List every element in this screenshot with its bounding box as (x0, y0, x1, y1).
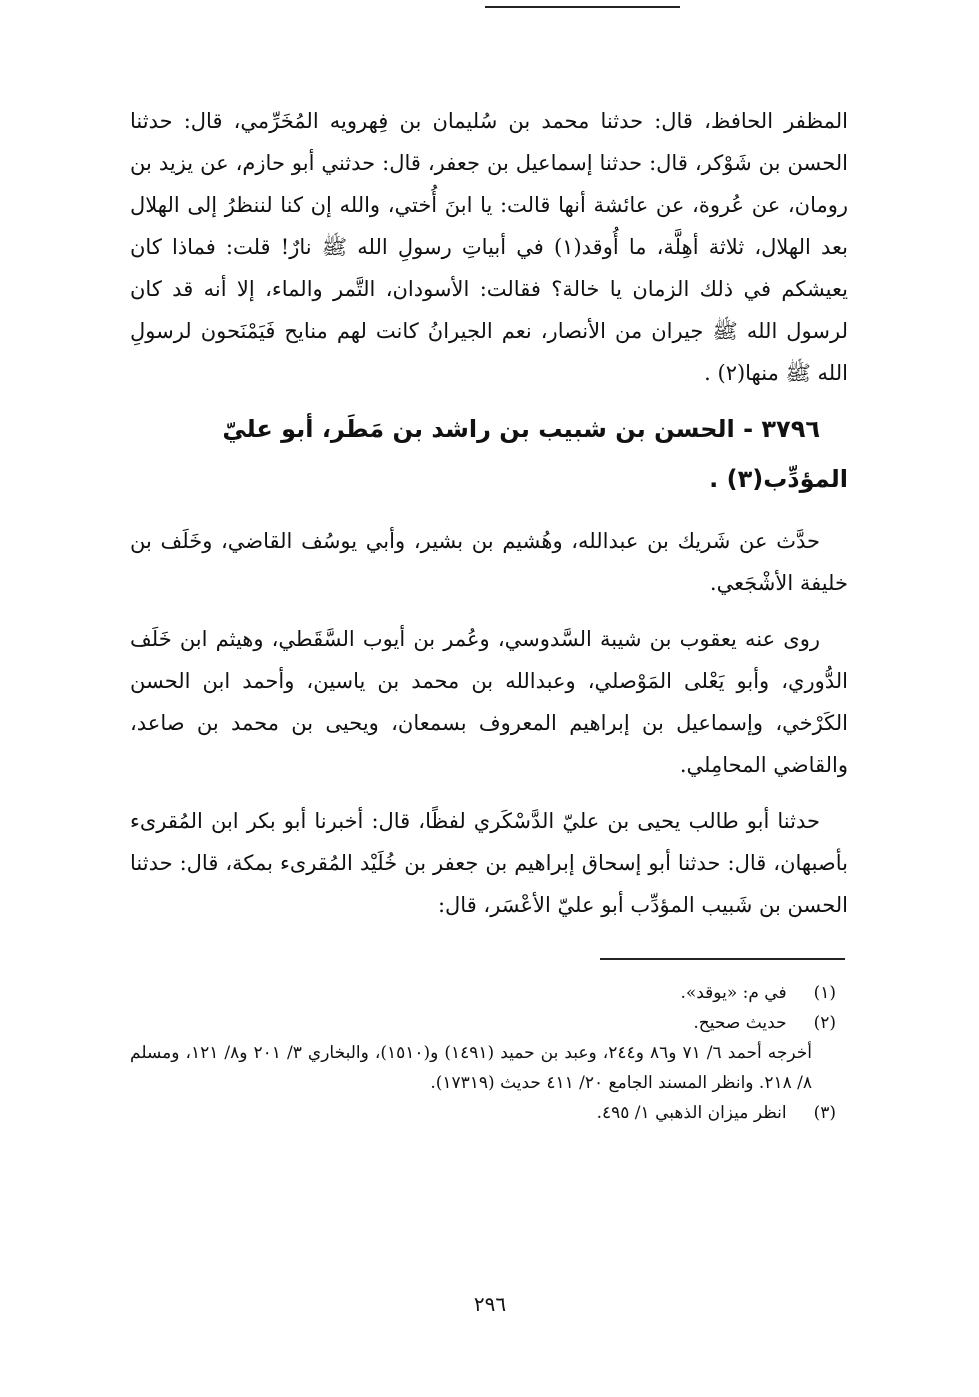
footnote-3 (130, 1098, 842, 1128)
footnote-text: انظر ميزان الذهبي ١/ ٤٩٥. (596, 1103, 787, 1123)
footnote-number: (٢) (813, 1013, 836, 1033)
footnote-number: (١) (813, 983, 836, 1003)
footnote-text: في م: «يوقد». (680, 983, 787, 1003)
main-text (130, 100, 848, 926)
footnote-1 (130, 978, 842, 1008)
footnote-2 (130, 1008, 842, 1038)
footnote-divider (600, 958, 845, 960)
page-number: ٢٩٦ (473, 1292, 507, 1316)
paragraph-students: روى عنه يعقوب بن شيبة السَّدوسي، وعُمر بن أيوب السَّقَطي، وهيثم ابن خَلَف الدُّوري، وأبو يَعْلى المَوْصلي، وعبدالله بن محمد بن ياسين، وأحمد ابن الحسن الكَرْخي، وإسماعيل بن إبراهيم المعروف بسمعان، ويحيى بن محمد بن صاعد، والقاضي المحامِلي. (130, 627, 848, 777)
paragraph-isnad: حدثنا أبو طالب يحيى بن عليّ الدَّسْكَري لفظًا، قال: أخبرنا أبو بكر ابن المُقرىء بأصبهان، قال: حدثنا أبو إسحاق إبراهيم بن جعفر بن خُلَيْد المُقرىء بمكة، قال: حدثنا الحسن بن شَبيب المؤدِّب أبو عليّ الأعْسَر، قال: (130, 809, 848, 917)
footnote-number: (٣) (813, 1103, 836, 1123)
paragraph-hadith: المظفر الحافظ، قال: حدثنا محمد بن سُليمان بن فِهرويه المُخَرِّمي، قال: حدثنا الحسن بن شَوْكر، قال: حدثنا إسماعيل بن جعفر، قال: حدثني أبو حازم، عن يزيد بن رومان، عن عُروة، عن عائشة أنها قالت: يا ابنَ أُختي، والله إن كنا لننظرُ إلى الهلال بعد الهلال، ثلاثة أهِلَّة، ما أُوقد(١) في أبياتِ رسولِ الله ﷺ نارٌ! قلت: فماذا كان يعيشكم في ذلك الزمان يا خالة؟ فقالت: الأسودان، التَّمر والماء، إلا أنه قد كان لرسول الله ﷺ جيران من الأنصار، نعم الجيرانُ كانت لهم منايح فَيَمْنَحون لرسولِ الله ﷺ منها(٢) . (130, 109, 848, 385)
paragraph-teachers: حدَّث عن شَريك بن عبدالله، وهُشيم بن بشير، وأبي يوسُف القاضي، وخَلَف بن خليفة الأشْجَعي. (130, 529, 848, 595)
entry-heading: ٣٧٩٦ - الحسن بن شبيب بن راشد بن مَطَر، أبو عليّ المؤدِّب(٣) . (222, 415, 848, 493)
top-rule (485, 6, 680, 8)
footnotes (130, 978, 842, 1128)
footnote-2-continuation: أخرجه أحمد ٦/ ٧١ و٨٦ و٢٤٤، وعبد بن حميد (١٤٩١) و(١٥١٠)، والبخاري ٣/ ٢٠١ و٨/ ١٢١، ومسلم ٨/ ٢١٨. وانظر المسند الجامع ٢٠/ ٤١١ حديث (١٧٣١٩). (130, 1043, 812, 1093)
footnote-text: حديث صحيح. (693, 1013, 787, 1033)
